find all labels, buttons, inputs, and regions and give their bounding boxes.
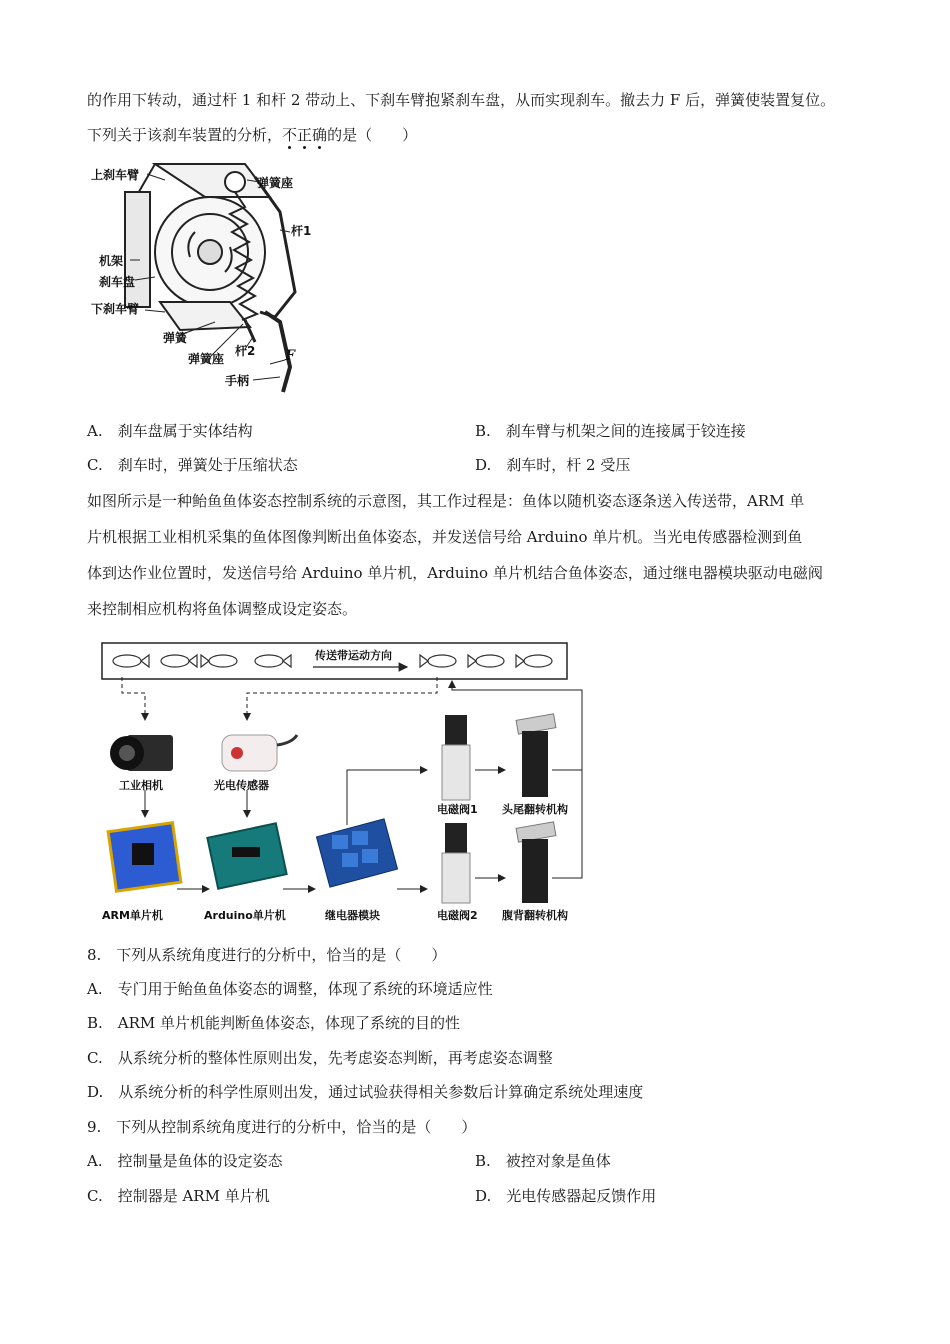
q9-option-d[interactable]: D. 光电传感器起反馈作用: [475, 1187, 657, 1205]
q9-option-b[interactable]: B. 被控对象是鱼体: [475, 1152, 611, 1170]
arduino-board: [207, 823, 286, 888]
valve1-device: [442, 715, 470, 800]
q9-option-a[interactable]: A. 控制量是鱼体的设定姿态: [87, 1152, 283, 1170]
mech1-device: [516, 714, 556, 797]
label-rod1: 杆1: [291, 224, 312, 238]
conveyor-label: 传送带运动方向: [315, 649, 392, 662]
valve1-label: 电磁阀1: [437, 803, 478, 816]
q7-intro-post: 的是（ ）: [327, 126, 418, 144]
label-spring-seat-top: 弹簧座: [257, 176, 294, 190]
valve2-label: 电磁阀2: [437, 909, 478, 922]
sensor-device: [222, 735, 297, 771]
q8-option-d[interactable]: D. 从系统分析的科学性原则出发，通过试验获得相关参数后计算确定系统处理速度: [87, 1083, 644, 1101]
label-spring-seat-bottom: 弹簧座: [188, 352, 225, 366]
label-rod2: 杆2: [235, 344, 256, 358]
q7-option-c[interactable]: C. 刹车时，弹簧处于压缩状态: [87, 456, 298, 474]
q7-intro-line1: 的作用下转动，通过杆 1 和杆 2 带动上、下刹车臂抱紧刹车盘，从而实现刹车。撤去力 F 后，弹簧使装置复位。: [87, 91, 836, 109]
q9-stem: 9. 下列从控制系统角度进行的分析中，恰当的是（ ）: [87, 1118, 477, 1136]
sensor-label: 光电传感器: [214, 779, 269, 792]
arduino-label: Arduino单片机: [204, 909, 286, 922]
camera-label: 工业相机: [119, 779, 163, 792]
label-spring: 弹簧: [163, 331, 188, 345]
q9-option-c[interactable]: C. 控制器是 ARM 单片机: [87, 1187, 270, 1205]
label-handle: 手柄: [225, 374, 250, 388]
q7-intro-line2: [87, 125, 417, 145]
emph-char: 不: [282, 126, 298, 144]
mech2-label: 腹背翻转机构: [502, 909, 568, 922]
q7-option-d[interactable]: D. 刹车时，杆 2 受压: [475, 456, 631, 474]
emph-char: 确: [312, 126, 328, 144]
label-frame: 机架: [99, 254, 124, 268]
mech1-label: 头尾翻转机构: [502, 803, 568, 816]
system-diagram: [97, 635, 607, 930]
label-force: F: [285, 348, 295, 364]
brake-figure: [85, 152, 315, 402]
label-upper-arm: 上刹车臂: [91, 168, 140, 182]
relay-module: [316, 819, 397, 887]
q8-option-c[interactable]: C. 从系统分析的整体性原则出发，先考虑姿态判断，再考虑姿态调整: [87, 1049, 553, 1067]
passage-line: 来控制相应机构将鱼体调整成设定姿态。: [87, 600, 358, 618]
q8-option-b[interactable]: B. ARM 单片机能判断鱼体姿态，体现了系统的目的性: [87, 1014, 461, 1032]
label-disc: 刹车盘: [99, 275, 136, 289]
system-drawing: [97, 635, 607, 930]
valve2-device: [442, 823, 470, 903]
emph-char: 正: [297, 126, 313, 144]
passage-line: 如图所示是一种鲐鱼鱼体姿态控制系统的示意图，其工作过程是：鱼体以随机姿态逐条送入传送带，ARM 单: [87, 492, 805, 510]
q7-option-b[interactable]: B. 刹车臂与机架之间的连接属于铰连接: [475, 422, 746, 440]
camera-device: [110, 735, 173, 771]
q7-option-a[interactable]: A. 刹车盘属于实体结构: [87, 422, 253, 440]
q8-option-a[interactable]: A. 专门用于鲐鱼鱼体姿态的调整，体现了系统的环境适应性: [87, 980, 493, 998]
q7-intro-pre: 下列关于该刹车装置的分析，: [87, 126, 283, 144]
arm-board: [108, 823, 181, 891]
q8-stem: 8. 下列从系统角度进行的分析中，恰当的是（ ）: [87, 946, 447, 964]
arm-label: ARM单片机: [102, 909, 163, 922]
label-lower-arm: 下刹车臂: [91, 302, 140, 316]
passage-line: 片机根据工业相机采集的鱼体图像判断出鱼体姿态，并发送信号给 Arduino 单片机。当光电传感器检测到鱼: [87, 528, 803, 546]
rod2-shape: [245, 320, 255, 342]
passage-line: 体到达作业位置时，发送信号给 Arduino 单片机，Arduino 单片机结合鱼体姿态，通过继电器模块驱动电磁阀: [87, 564, 823, 582]
relay-label: 继电器模块: [325, 909, 380, 922]
mech2-device: [516, 822, 556, 903]
